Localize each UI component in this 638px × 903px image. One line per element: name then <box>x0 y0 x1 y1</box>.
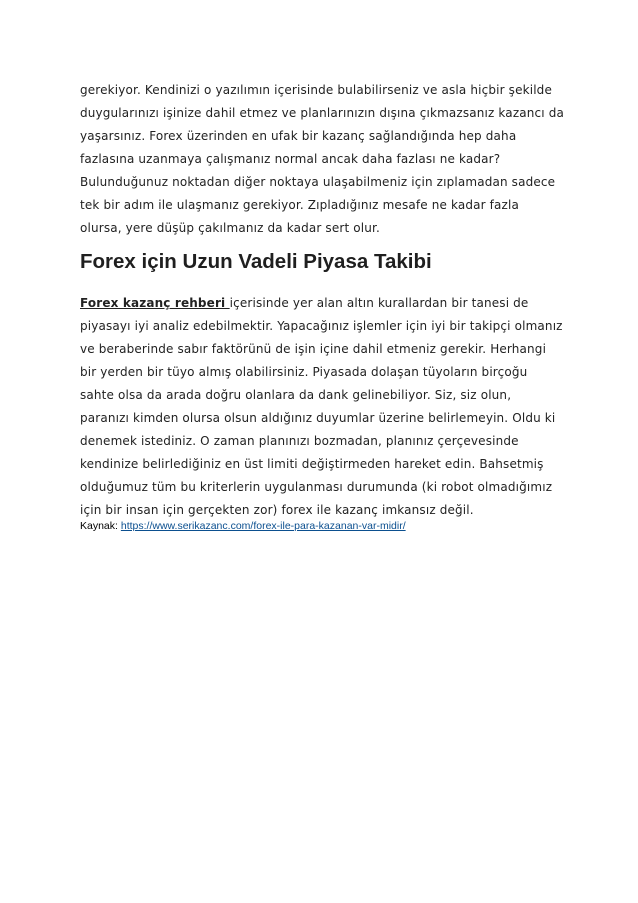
text-line: olduğumuz tüm bu kriterlerin uygulanması durumunda (ki robot olmadığımız <box>80 480 553 494</box>
text-line: piyasayı iyi analiz edebilmektir. Yapacağınız işlemler için iyi bir takipçi olmanız <box>80 319 563 333</box>
text-line: tek bir adım ile ulaşmanız gerekiyor. Zıpladığınız mesafe ne kadar fazla <box>80 198 519 212</box>
forex-guide-link[interactable]: Forex kazanç rehberi <box>80 296 230 310</box>
paragraph-section <box>80 292 580 522</box>
text-line <box>80 292 580 315</box>
text-line: gerekiyor. Kendinizi o yazılımın içerisinde bulabilirseniz ve asla hiçbir şekilde <box>80 83 552 97</box>
text-line: fazlasına uzanmaya çalışmanız normal ancak daha fazlası ne kadar? <box>80 152 501 166</box>
text-line: sahte olsa da arada doğru olanlara da dank gelinebiliyor. Siz, siz olun, <box>80 388 512 402</box>
text-line: kendinize belirlediğiniz en üst limiti değiştirmeden hareket edin. Bahsetmiş <box>80 457 544 471</box>
paragraph-intro <box>80 79 580 240</box>
section-heading: Forex için Uzun Vadeli Piyasa Takibi <box>80 250 432 273</box>
text-line: için bir insan için gerçekten zor) forex ile kazanç imkansız değil. <box>80 503 474 517</box>
text-line: Bulunduğunuz noktadan diğer noktaya ulaşabilmeniz için zıplamadan sadece <box>80 175 556 189</box>
text-line: paranızı kimden olursa olsun aldığınız duyumlar üzerine belirlemeyin. Oldu ki <box>80 411 556 425</box>
text-line: yaşarsınız. Forex üzerinden en ufak bir kazanç sağlandığında hep daha <box>80 129 517 143</box>
text-line: denemek istediniz. O zaman planınızı bozmadan, planınız çerçevesinde <box>80 434 519 448</box>
text-line: ve beraberinde sabır faktörünü de işin içine dahil etmeniz gerekir. Herhangi <box>80 342 547 356</box>
source-label: Kaynak: <box>80 520 121 532</box>
text-line: duygularınızı işinize dahil etmez ve planlarınızın dışına çıkmazsanız kazancı da <box>80 106 564 120</box>
text-line: olursa, yere düşüp çakılmanız da kadar sert olur. <box>80 221 380 235</box>
source-citation <box>80 518 406 534</box>
source-link[interactable]: https://www.serikazanc.com/forex-ile-para-kazanan-var-midir/ <box>120 520 406 532</box>
text-line: bir yerden bir tüyo almış olabilirsiniz. Piyasada dolaşan tüyoların birçoğu <box>80 365 528 379</box>
text-line-rest: içerisinde yer alan altın kurallardan bir tanesi de <box>229 296 529 310</box>
